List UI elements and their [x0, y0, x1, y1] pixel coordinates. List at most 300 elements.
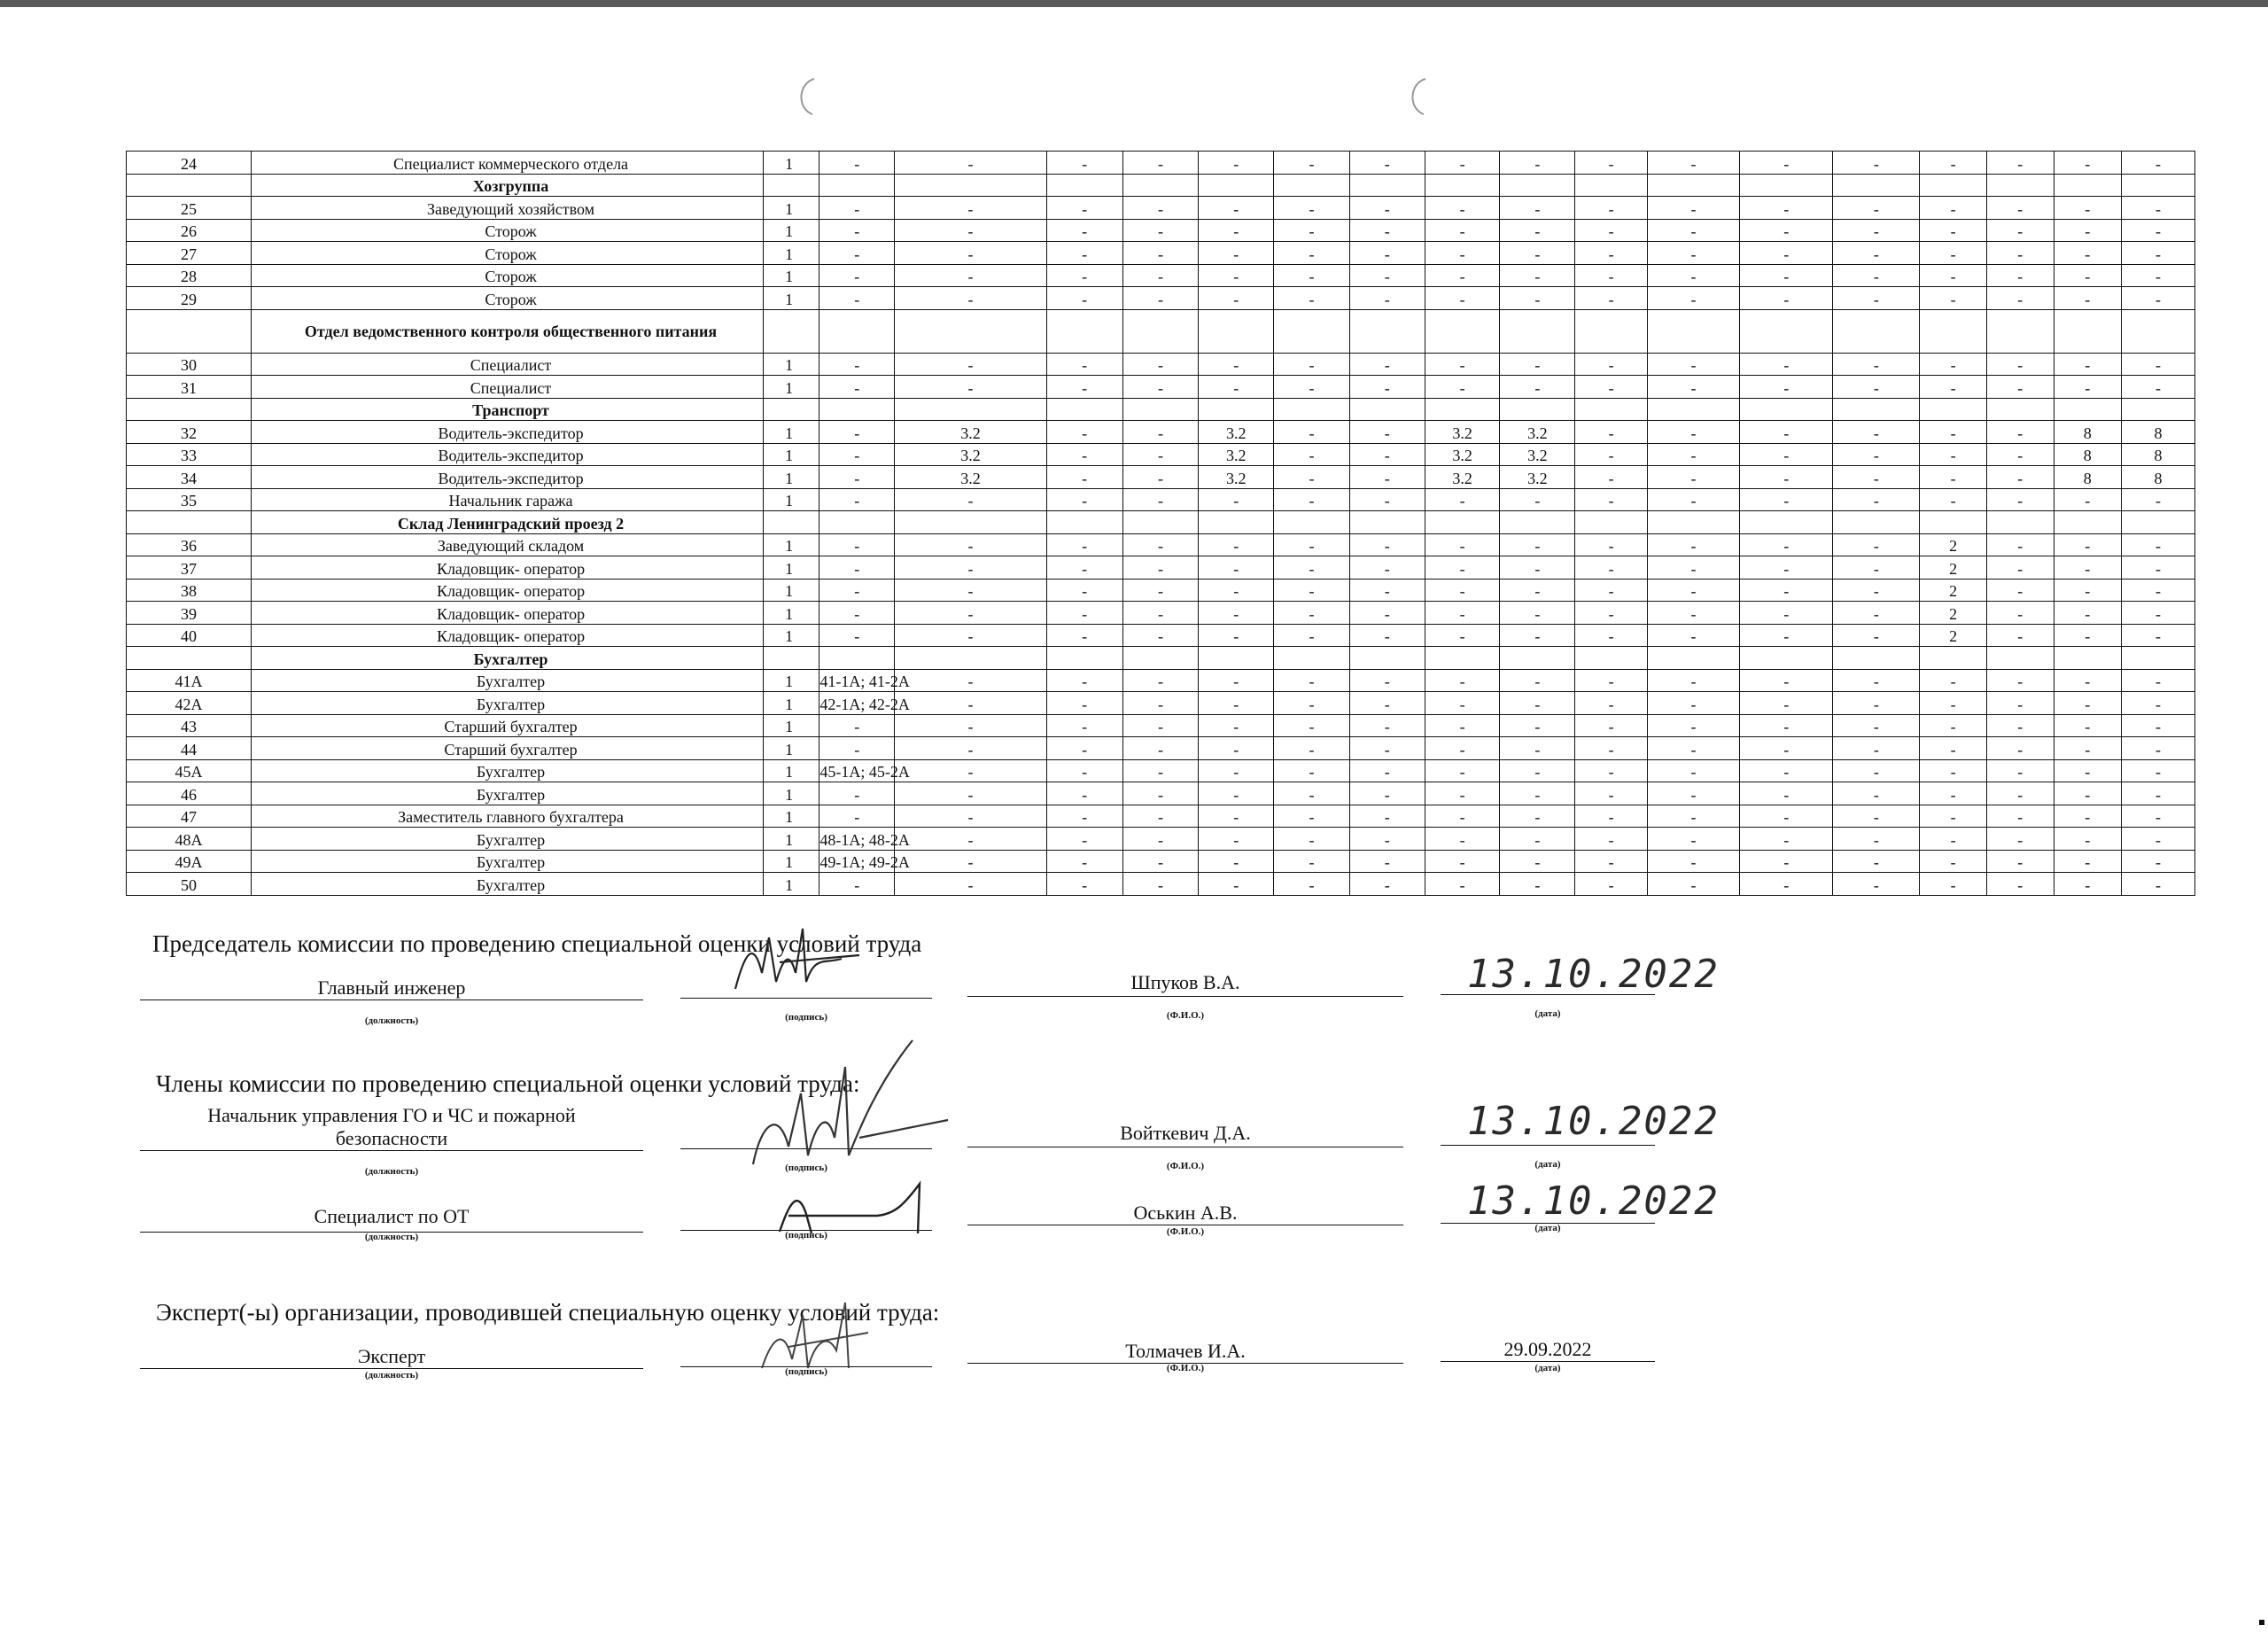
table-row [127, 219, 2195, 242]
value-cell [764, 398, 819, 421]
value-cell: - [1274, 669, 1350, 692]
value-cell: 2 [1920, 579, 1987, 602]
value-cell [1647, 398, 1739, 421]
value-cell: - [1575, 466, 1648, 489]
value-cell: - [1349, 353, 1425, 376]
value-cell [1046, 398, 1122, 421]
value-cell: - [1122, 353, 1199, 376]
value-cell: 1 [764, 242, 819, 265]
value-cell: 8 [2122, 466, 2195, 489]
value-cell: - [1425, 782, 1500, 805]
value-cell [1575, 511, 1648, 534]
value-cell [819, 511, 895, 534]
value-cell: - [1349, 669, 1425, 692]
value-cell: - [1740, 353, 1833, 376]
value-cell: - [1274, 579, 1350, 602]
value-cell: - [1920, 376, 1987, 399]
value-cell: - [2054, 624, 2122, 647]
value-cell: - [1647, 850, 1739, 873]
chair-date-handwritten: 13.10.2022 [1467, 952, 1720, 997]
value-cell: - [1833, 152, 1920, 175]
value-cell: - [1199, 828, 1274, 851]
value-cell: - [2122, 737, 2195, 760]
value-cell [1647, 309, 1739, 353]
value-cell: - [2122, 219, 2195, 242]
value-cell [2054, 511, 2122, 534]
position-caption: (должность) [364, 1015, 419, 1026]
value-cell: - [1274, 828, 1350, 851]
value-cell: - [1575, 556, 1648, 579]
value-cell: - [1046, 669, 1122, 692]
value-cell: - [1046, 714, 1122, 737]
value-cell: - [2054, 376, 2122, 399]
value-cell: - [1647, 737, 1739, 760]
value-cell: - [1046, 264, 1122, 287]
value-cell: - [1920, 242, 1987, 265]
value-cell: - [1274, 242, 1350, 265]
value-cell: - [1500, 488, 1575, 511]
value-cell: - [1920, 805, 1987, 828]
position-name-cell: Специалист коммерческого отдела [251, 152, 763, 175]
value-cell: - [1046, 242, 1122, 265]
value-cell: - [1274, 353, 1350, 376]
scan-speck [2259, 1620, 2264, 1625]
value-cell: 1 [764, 353, 819, 376]
value-cell: - [1986, 579, 2054, 602]
value-cell: - [1740, 782, 1833, 805]
value-cell: - [1425, 579, 1500, 602]
value-cell: - [1920, 850, 1987, 873]
value-cell: - [1500, 737, 1575, 760]
value-cell [1833, 398, 1920, 421]
value-cell: - [1647, 669, 1739, 692]
value-cell: - [1122, 533, 1199, 556]
value-cell: - [1199, 737, 1274, 760]
value-cell: - [1274, 421, 1350, 444]
value-cell: - [1046, 602, 1122, 625]
signature-caption: (подпись) [785, 1012, 827, 1023]
value-cell: - [819, 579, 895, 602]
value-cell: 3.2 [1500, 443, 1575, 466]
value-cell: - [1986, 602, 2054, 625]
value-cell: - [1500, 873, 1575, 896]
value-cell: - [1349, 488, 1425, 511]
table-row [127, 376, 2195, 399]
value-cell: - [895, 602, 1047, 625]
value-cell: - [1575, 737, 1648, 760]
value-cell: - [1046, 219, 1122, 242]
value-cell: - [1199, 805, 1274, 828]
value-cell: - [1122, 287, 1199, 310]
value-cell: - [2054, 714, 2122, 737]
section-row [127, 174, 2195, 197]
value-cell: 3.2 [1425, 443, 1500, 466]
position-name-cell: Бухгалтер [251, 782, 763, 805]
value-cell [1920, 511, 1987, 534]
value-cell: - [1647, 466, 1739, 489]
position-name-cell: Бухгалтер [251, 850, 763, 873]
value-cell: - [1833, 466, 1920, 489]
value-cell: - [819, 376, 895, 399]
value-cell: - [1647, 805, 1739, 828]
value-cell: - [1425, 602, 1500, 625]
value-cell: - [1046, 488, 1122, 511]
value-cell [1833, 174, 1920, 197]
value-cell: - [1500, 805, 1575, 828]
value-cell: - [1122, 692, 1199, 715]
value-cell: - [1920, 488, 1987, 511]
value-cell: - [2054, 152, 2122, 175]
value-cell: 1 [764, 692, 819, 715]
value-cell [1986, 511, 2054, 534]
value-cell [1425, 398, 1500, 421]
value-cell [1199, 174, 1274, 197]
value-cell: - [895, 714, 1047, 737]
value-cell: 48-1А; 48-2А [819, 828, 895, 851]
members-heading: Члены комиссии по проведению специальной оценки условий труда: [156, 1070, 860, 1097]
value-cell [819, 647, 895, 670]
row-number-cell: 26 [127, 219, 252, 242]
value-cell: - [2054, 287, 2122, 310]
member2-fio: Оськин А.В. [1133, 1202, 1238, 1224]
row-number-cell: 45А [127, 759, 252, 782]
value-cell: - [1349, 219, 1425, 242]
value-cell: - [1647, 421, 1739, 444]
row-number-cell [127, 174, 252, 197]
value-cell: - [1575, 692, 1648, 715]
value-cell: - [2054, 873, 2122, 896]
value-cell: - [2054, 353, 2122, 376]
value-cell: - [1500, 533, 1575, 556]
value-cell [1986, 174, 2054, 197]
value-cell: - [1833, 850, 1920, 873]
value-cell: - [2054, 669, 2122, 692]
value-cell: - [1349, 850, 1425, 873]
fio-caption: (Ф.И.О.) [1166, 1226, 1205, 1237]
value-cell: 1 [764, 287, 819, 310]
value-cell: 8 [2122, 443, 2195, 466]
fio-caption: (Ф.И.О.) [1166, 1363, 1205, 1373]
value-cell: - [1986, 533, 2054, 556]
value-cell: 3.2 [895, 466, 1047, 489]
value-cell [1647, 647, 1739, 670]
value-cell: - [1349, 443, 1425, 466]
value-cell [2122, 309, 2195, 353]
table-row [127, 533, 2195, 556]
value-cell [1046, 647, 1122, 670]
value-cell: - [1274, 714, 1350, 737]
value-cell: - [1833, 782, 1920, 805]
value-cell: - [1647, 242, 1739, 265]
value-cell: - [1349, 421, 1425, 444]
row-number-cell: 30 [127, 353, 252, 376]
value-cell: - [1122, 669, 1199, 692]
value-cell: - [1920, 692, 1987, 715]
value-cell: - [1986, 805, 2054, 828]
value-cell: - [2122, 850, 2195, 873]
position-name-cell: Сторож [251, 219, 763, 242]
value-cell: - [1986, 421, 2054, 444]
value-cell: 1 [764, 759, 819, 782]
value-cell: - [1425, 714, 1500, 737]
value-cell: - [1986, 197, 2054, 220]
value-cell: - [2054, 759, 2122, 782]
member2-signature [762, 1178, 939, 1241]
row-number-cell: 50 [127, 873, 252, 896]
punch-hole-mark [1402, 76, 1433, 117]
value-cell [764, 511, 819, 534]
value-cell: 2 [1920, 533, 1987, 556]
value-cell: 1 [764, 624, 819, 647]
value-cell: - [1425, 242, 1500, 265]
row-number-cell: 29 [127, 287, 252, 310]
expert-date-line [1441, 1361, 1655, 1362]
value-cell: - [1349, 805, 1425, 828]
value-cell: - [895, 242, 1047, 265]
value-cell: - [1349, 287, 1425, 310]
section-row [127, 398, 2195, 421]
position-name-cell: Специалист [251, 376, 763, 399]
value-cell: - [2054, 197, 2122, 220]
value-cell: - [1920, 466, 1987, 489]
value-cell: - [1199, 624, 1274, 647]
value-cell [1349, 647, 1425, 670]
value-cell: - [1575, 873, 1648, 896]
value-cell [2054, 309, 2122, 353]
value-cell: - [1740, 873, 1833, 896]
value-cell: - [1986, 737, 2054, 760]
value-cell: - [1986, 242, 2054, 265]
value-cell: - [819, 421, 895, 444]
value-cell: - [1575, 376, 1648, 399]
value-cell: - [1740, 669, 1833, 692]
value-cell: - [1740, 152, 1833, 175]
value-cell: - [1274, 556, 1350, 579]
value-cell: - [1425, 152, 1500, 175]
value-cell: - [1740, 759, 1833, 782]
value-cell: - [1575, 579, 1648, 602]
value-cell: - [1575, 242, 1648, 265]
value-cell: - [1274, 602, 1350, 625]
value-cell: - [1500, 376, 1575, 399]
position-name-cell: Водитель-экспедитор [251, 466, 763, 489]
value-cell: - [1740, 579, 1833, 602]
value-cell [1740, 309, 1833, 353]
value-cell: - [1274, 264, 1350, 287]
table-row [127, 242, 2195, 265]
value-cell [1425, 174, 1500, 197]
value-cell: - [1122, 850, 1199, 873]
value-cell: - [819, 219, 895, 242]
section-title-cell: Хозгруппа [251, 174, 763, 197]
value-cell: - [1986, 353, 2054, 376]
value-cell: - [2122, 714, 2195, 737]
value-cell: - [1833, 264, 1920, 287]
value-cell: - [819, 466, 895, 489]
value-cell [895, 398, 1047, 421]
value-cell: - [2054, 692, 2122, 715]
value-cell [2054, 174, 2122, 197]
row-number-cell: 42А [127, 692, 252, 715]
value-cell: - [2054, 805, 2122, 828]
value-cell: - [1349, 759, 1425, 782]
value-cell: 1 [764, 850, 819, 873]
value-cell: - [1425, 219, 1500, 242]
value-cell: - [1740, 421, 1833, 444]
value-cell [819, 309, 895, 353]
value-cell: - [1833, 579, 1920, 602]
value-cell: 1 [764, 152, 819, 175]
table-row [127, 624, 2195, 647]
value-cell: - [1740, 287, 1833, 310]
row-number-cell: 31 [127, 376, 252, 399]
value-cell: - [2054, 533, 2122, 556]
value-cell [895, 309, 1047, 353]
row-number-cell: 44 [127, 737, 252, 760]
chair-fio: Шпуков В.А. [1130, 971, 1240, 993]
value-cell: - [1425, 624, 1500, 647]
row-number-cell: 41А [127, 669, 252, 692]
value-cell: - [1199, 556, 1274, 579]
position-name-cell: Бухгалтер [251, 828, 763, 851]
fio-caption: (Ф.И.О.) [1166, 1010, 1205, 1021]
value-cell: - [1425, 873, 1500, 896]
row-number-cell: 43 [127, 714, 252, 737]
value-cell: - [1575, 264, 1648, 287]
value-cell: - [2122, 759, 2195, 782]
chair-position: Главный инженер [317, 976, 466, 999]
value-cell: - [1046, 737, 1122, 760]
value-cell: - [1500, 624, 1575, 647]
position-name-cell: Кладовщик- оператор [251, 602, 763, 625]
value-cell [895, 174, 1047, 197]
value-cell: - [1199, 579, 1274, 602]
value-cell: - [1274, 197, 1350, 220]
table-row [127, 805, 2195, 828]
value-cell: - [1986, 714, 2054, 737]
position-name-cell: Специалист [251, 353, 763, 376]
value-cell: - [1274, 219, 1350, 242]
signature-caption: (подпись) [785, 1230, 827, 1241]
value-cell: - [1425, 805, 1500, 828]
value-cell: 2 [1920, 602, 1987, 625]
value-cell: 1 [764, 602, 819, 625]
value-cell: - [1122, 737, 1199, 760]
value-cell: - [1986, 287, 2054, 310]
value-cell: - [895, 376, 1047, 399]
value-cell: - [1425, 737, 1500, 760]
value-cell: - [1986, 759, 2054, 782]
value-cell: - [1740, 219, 1833, 242]
table-row [127, 466, 2195, 489]
value-cell: - [2122, 556, 2195, 579]
value-cell: - [1986, 873, 2054, 896]
value-cell [1986, 647, 2054, 670]
member1-fio: Войткевич Д.А. [1120, 1122, 1251, 1144]
value-cell: - [1500, 242, 1575, 265]
position-name-cell: Кладовщик- оператор [251, 556, 763, 579]
value-cell: - [1349, 624, 1425, 647]
row-number-cell [127, 398, 252, 421]
value-cell: - [1575, 805, 1648, 828]
value-cell: - [1575, 353, 1648, 376]
expert-fio: Толмачев И.А. [1125, 1340, 1246, 1362]
value-cell: 42-1А; 42-2А [819, 692, 895, 715]
value-cell: - [1986, 850, 2054, 873]
value-cell: - [1274, 759, 1350, 782]
value-cell: - [1740, 376, 1833, 399]
value-cell: - [895, 219, 1047, 242]
value-cell: 3.2 [895, 443, 1047, 466]
value-cell: - [1920, 782, 1987, 805]
value-cell: - [1986, 488, 2054, 511]
value-cell [2122, 174, 2195, 197]
value-cell: - [1647, 714, 1739, 737]
value-cell: - [1122, 556, 1199, 579]
value-cell: - [1647, 264, 1739, 287]
value-cell [2122, 398, 2195, 421]
value-cell: - [1122, 197, 1199, 220]
value-cell: - [819, 242, 895, 265]
value-cell [1575, 309, 1648, 353]
value-cell: - [1647, 287, 1739, 310]
date-caption: (дата) [1534, 1363, 1561, 1373]
value-cell: - [1833, 219, 1920, 242]
section-title-cell: Транспорт [251, 398, 763, 421]
value-cell: - [1833, 197, 1920, 220]
value-cell: - [1425, 828, 1500, 851]
value-cell: - [1425, 488, 1500, 511]
value-cell: - [2054, 264, 2122, 287]
value-cell: - [1274, 443, 1350, 466]
value-cell: - [1425, 669, 1500, 692]
value-cell [1740, 511, 1833, 534]
value-cell: - [1425, 287, 1500, 310]
value-cell: - [819, 353, 895, 376]
value-cell: - [895, 737, 1047, 760]
value-cell: - [1986, 264, 2054, 287]
value-cell: - [1833, 421, 1920, 444]
value-cell: - [1740, 556, 1833, 579]
value-cell: - [1046, 850, 1122, 873]
value-cell [2054, 647, 2122, 670]
value-cell: - [1740, 850, 1833, 873]
value-cell: - [1500, 556, 1575, 579]
expert-date: 29.09.2022 [1503, 1338, 1592, 1360]
value-cell: - [819, 152, 895, 175]
value-cell: - [1986, 692, 2054, 715]
chair-fio-line [967, 996, 1403, 997]
value-cell [2054, 398, 2122, 421]
value-cell: - [1349, 692, 1425, 715]
value-cell: - [1575, 782, 1648, 805]
value-cell: - [1122, 264, 1199, 287]
value-cell: - [1199, 242, 1274, 265]
value-cell: - [1349, 579, 1425, 602]
value-cell: 3.2 [1500, 466, 1575, 489]
value-cell: - [1986, 443, 2054, 466]
value-cell: - [1833, 287, 1920, 310]
value-cell: 8 [2054, 466, 2122, 489]
value-cell [1500, 511, 1575, 534]
value-cell: - [1647, 152, 1739, 175]
value-cell: - [1349, 376, 1425, 399]
value-cell: - [1920, 287, 1987, 310]
value-cell: - [1833, 669, 1920, 692]
value-cell: - [1122, 805, 1199, 828]
row-number-cell: 28 [127, 264, 252, 287]
value-cell: - [1833, 737, 1920, 760]
